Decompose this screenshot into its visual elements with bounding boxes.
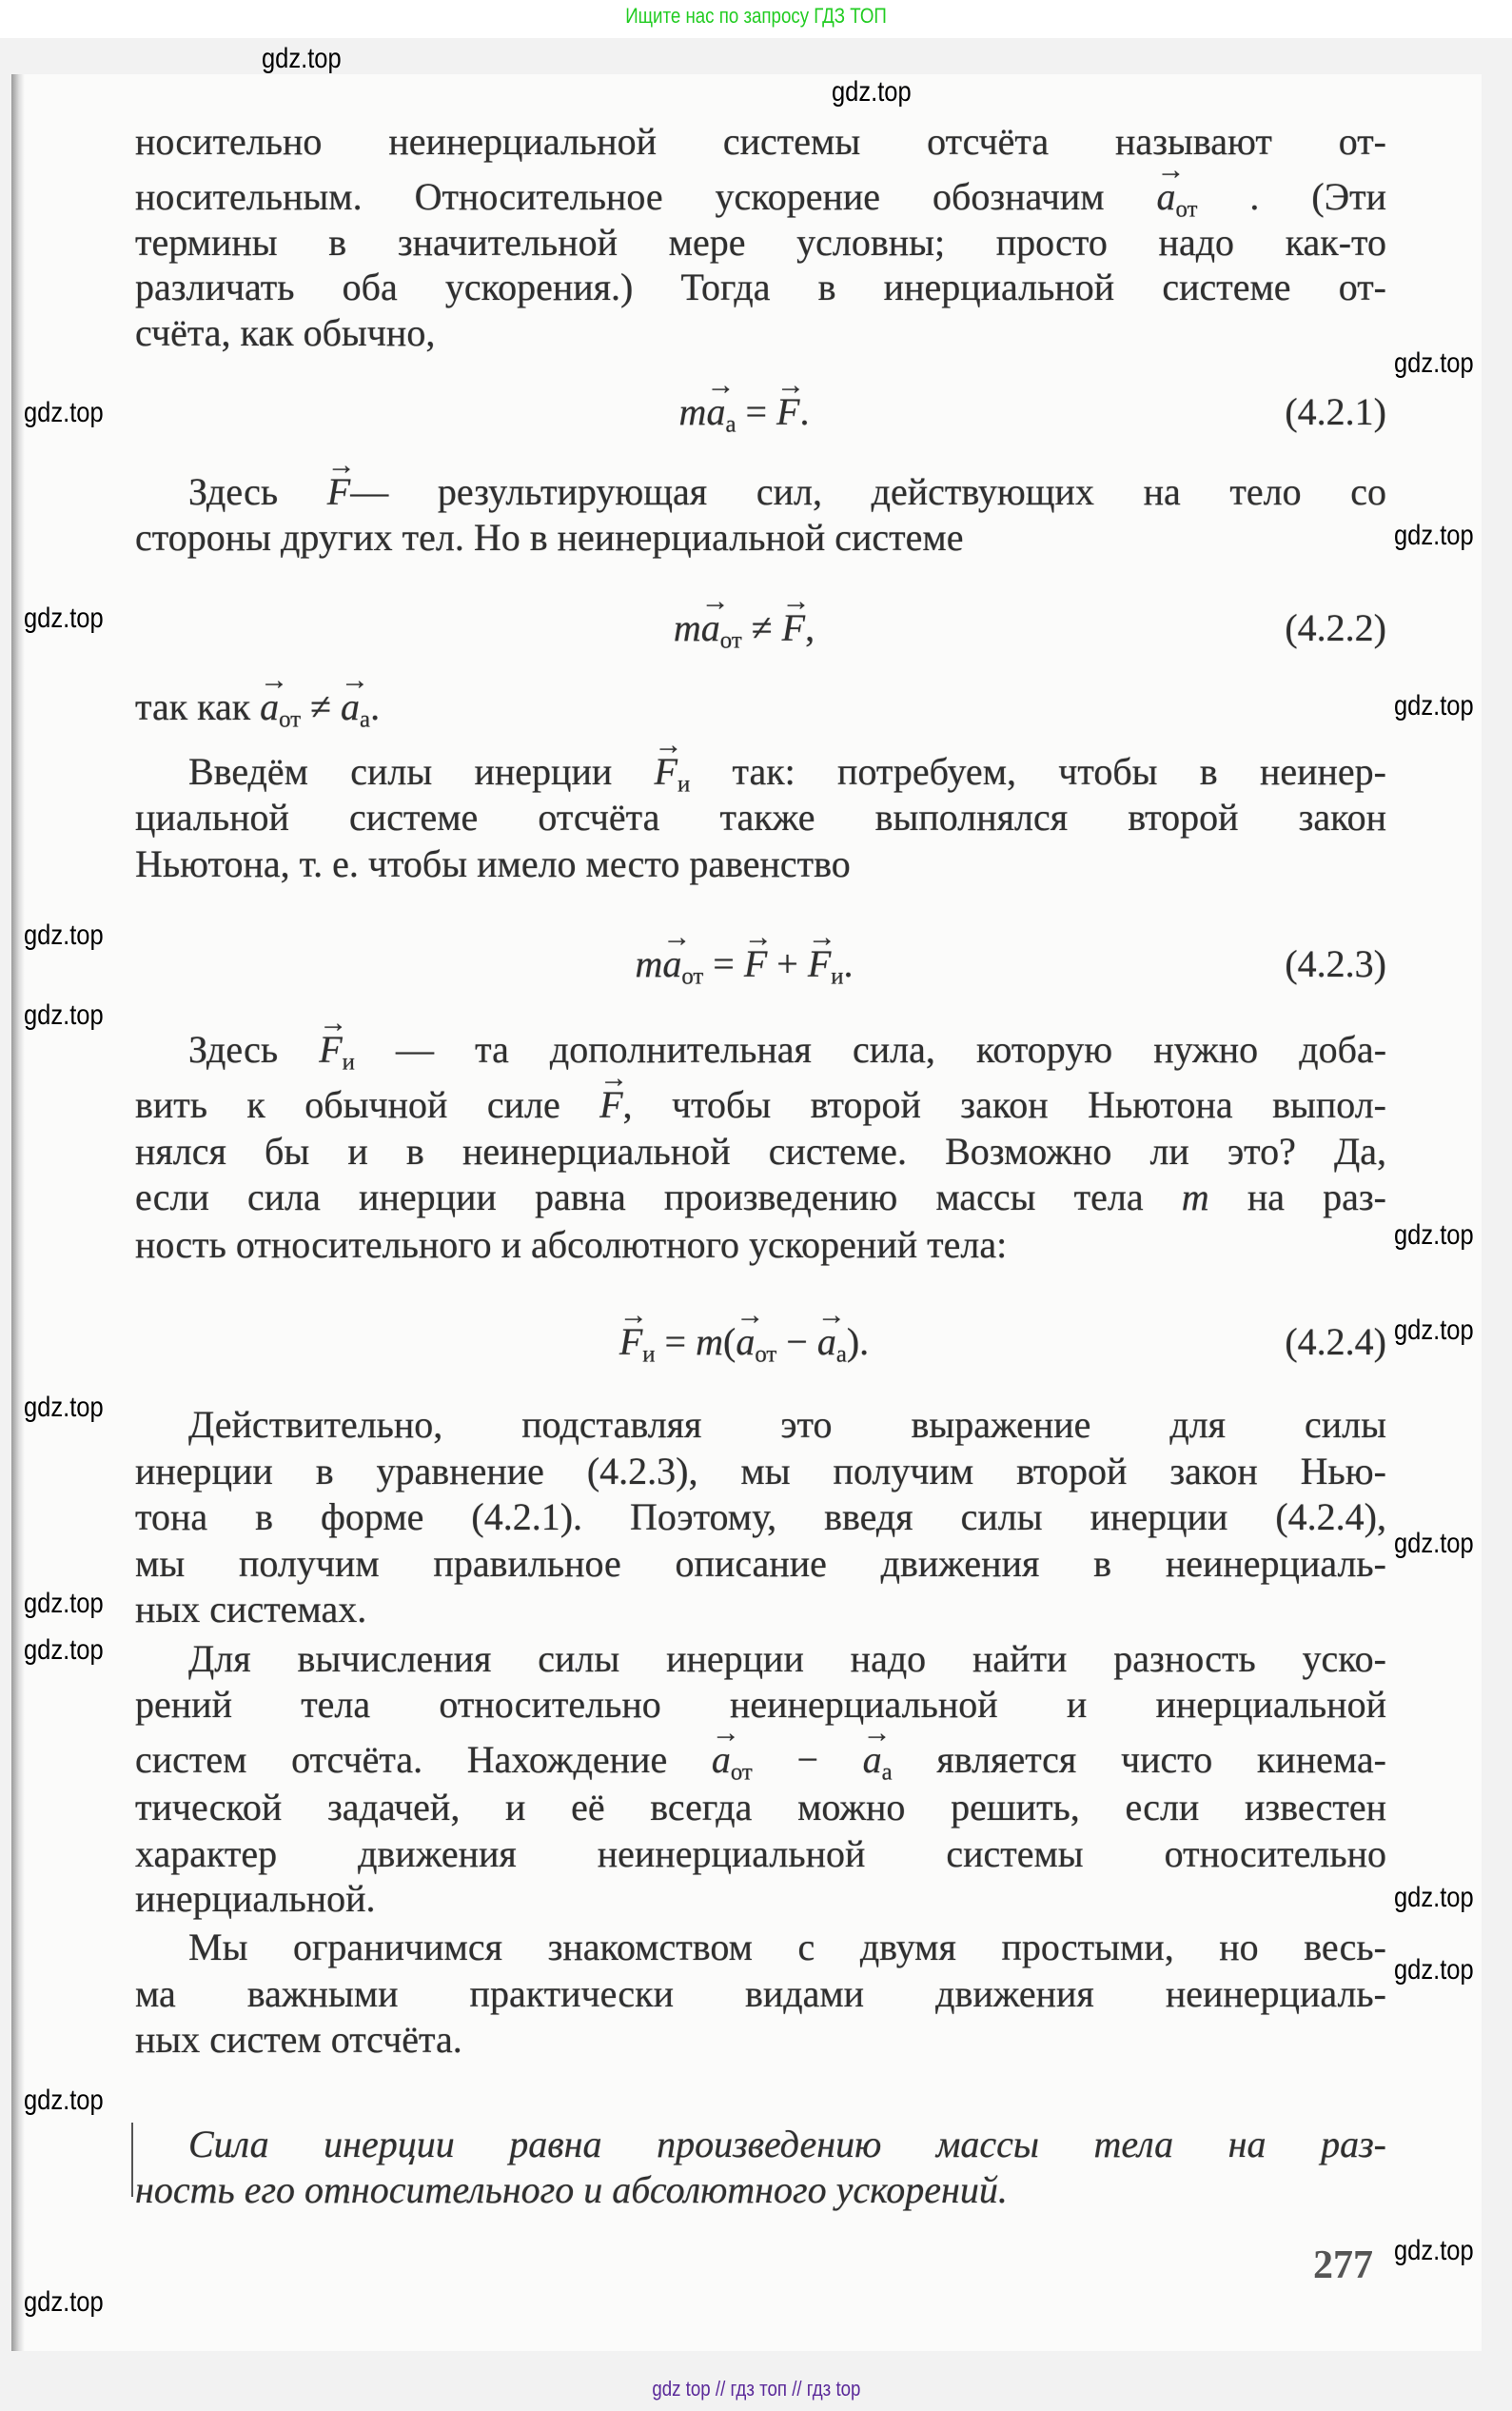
text-segment: . (843, 942, 854, 985)
text-segment: − (752, 1738, 863, 1781)
equation-number: (4.2.4) (1285, 1320, 1386, 1363)
watermark-text[interactable]: gdz.top (24, 397, 104, 428)
text-segment: циальной системе отсчёта также выполнялся второй закон (135, 796, 1386, 839)
text-segment: инерциальной. (135, 1877, 376, 1920)
vector-subscript: от (719, 627, 742, 654)
rule-text-line (135, 2122, 1386, 2167)
watermark-text[interactable]: gdz.top (24, 603, 104, 634)
vector-symbol: → a (260, 684, 279, 730)
text-line (135, 1831, 1386, 1877)
text-line (135, 1925, 1386, 1970)
vector-symbol: → a (736, 1319, 755, 1365)
watermark-text[interactable]: gdz.top (1394, 1528, 1474, 1559)
text-segment: = (655, 1320, 697, 1363)
text-segment: ных систем отсчёта. (135, 2018, 462, 2061)
text-segment: инерции в уравнение (4.2.3), мы получим второй закон Нью- (135, 1450, 1386, 1492)
vector-symbol: → a (712, 1737, 731, 1783)
vector-symbol: → F (327, 469, 350, 515)
text-line (135, 841, 1386, 887)
equation (135, 389, 1386, 438)
equation-number: (4.2.3) (1285, 942, 1386, 985)
text-line (135, 1222, 1386, 1268)
equation-number: (4.2.2) (1285, 606, 1386, 649)
text-segment: различать оба ускорения.) Тогда в инерциальной системе от- (135, 266, 1386, 308)
text-line (135, 1541, 1386, 1587)
vector-symbol: → F (619, 1319, 642, 1365)
rule-text-line (135, 2167, 1386, 2213)
watermark-text[interactable]: gdz.top (24, 2085, 104, 2116)
text-segment: ма важными практически видами движения неинерциаль- (135, 1972, 1386, 2015)
vector-symbol: → F (776, 389, 799, 435)
text-segment: . (370, 685, 381, 728)
watermark-text[interactable]: gdz.top (1394, 1882, 1474, 1913)
equation (135, 941, 1386, 990)
watermark-text[interactable]: gdz.top (832, 76, 912, 108)
vector-subscript: а (835, 1341, 847, 1368)
footer-text[interactable]: gdz top // гдз топ // гдз top (651, 2377, 861, 2401)
text-segment: стороны других тел. Но в неинерциальной системе (135, 516, 964, 559)
vector-subscript: и (642, 1341, 656, 1368)
watermark-text[interactable]: gdz.top (1394, 520, 1474, 551)
equation-expression (619, 1319, 869, 1377)
text-segment: . (Эти (1197, 175, 1386, 218)
rule-sidebar-line (131, 2123, 133, 2197)
text-segment: Здесь (188, 1028, 320, 1071)
text-line (135, 515, 1386, 561)
text-segment: рений тела относительно неинерциальной и инерциальной (135, 1683, 1386, 1726)
vector-symbol: → a (817, 1319, 836, 1365)
text-line (135, 1636, 1386, 1682)
vector-symbol: → a (863, 1737, 882, 1783)
text-line (135, 1785, 1386, 1830)
page-number: 277 (1313, 2243, 1373, 2287)
watermark-text[interactable]: gdz.top (24, 1634, 104, 1666)
math-variable: m (696, 1320, 724, 1363)
text-segment: ных системах. (135, 1588, 367, 1630)
text-line (135, 1402, 1386, 1448)
text-segment: носительным. Относительное ускорение обозначим (135, 175, 1157, 218)
text-segment: тона в форме (4.2.1). Поэтому, введя силы инерции (4.2.4), (135, 1495, 1386, 1538)
vector-symbol: → a (706, 389, 725, 435)
watermark-text[interactable]: gdz.top (24, 1392, 104, 1423)
watermark-text[interactable]: gdz.top (1394, 690, 1474, 721)
text-segment: Для вычисления силы инерции надо найти разность уско- (188, 1637, 1386, 1680)
text-line (135, 2017, 1386, 2063)
text-segment: систем отсчёта. Нахождение (135, 1738, 712, 1781)
math-variable: m (673, 606, 701, 649)
text-line (135, 1175, 1386, 1220)
math-variable: m (678, 390, 707, 433)
watermark-text[interactable]: gdz.top (1394, 1954, 1474, 1986)
text-line (135, 119, 1386, 165)
vector-symbol: → a (701, 605, 720, 651)
text-line (135, 1494, 1386, 1540)
text-segment: + (767, 942, 808, 985)
text-segment: Действительно, подставляя это выражение для силы (188, 1403, 1386, 1446)
text-line (135, 795, 1386, 840)
equation-expression (635, 941, 853, 999)
text-segment: термины в значительной мере условны; просто надо как-то (135, 221, 1386, 264)
text-segment: . (799, 390, 810, 433)
text-line (135, 1682, 1386, 1728)
equation-number: (4.2.1) (1285, 390, 1386, 433)
watermark-text[interactable]: gdz.top (1394, 2235, 1474, 2266)
text-segment: вить к обычной силе (135, 1083, 600, 1126)
text-segment: — результирующая сил, действующих на тело со (350, 470, 1387, 513)
text-segment: = (736, 390, 777, 433)
text-segment: так: потребуем, чтобы в неинер- (690, 750, 1386, 793)
watermark-text[interactable]: gdz.top (262, 43, 342, 74)
text-segment: Сила инерции равна произведению массы тела на раз- (188, 2123, 1386, 2165)
text-line (135, 1449, 1386, 1494)
text-segment: , чтобы второй закон Ньютона выпол- (622, 1083, 1386, 1126)
vector-subscript: от (730, 1759, 753, 1786)
vector-subscript: а (725, 411, 736, 438)
text-segment: ≠ (301, 685, 342, 728)
vector-subscript: от (1175, 196, 1198, 223)
text-segment: ( (723, 1320, 736, 1363)
text-segment: — та дополнительная сила, которую нужно доба- (354, 1028, 1387, 1071)
text-segment: = (703, 942, 744, 985)
text-segment: нялся бы и в неинерциальной системе. Возможно ли это? Да, (135, 1130, 1386, 1173)
equation-expression (679, 389, 810, 447)
vector-subscript: и (342, 1049, 355, 1076)
watermark-text[interactable]: gdz.top (1394, 1314, 1474, 1346)
text-segment: Мы ограничимся знакомством с двумя простыми, но весь- (188, 1926, 1386, 1968)
watermark-text[interactable]: gdz.top (24, 999, 104, 1031)
vector-subscript: от (279, 706, 302, 733)
watermark-text[interactable]: gdz.top (24, 919, 104, 951)
text-line (135, 1027, 1386, 1085)
text-line (135, 1587, 1386, 1632)
math-variable: m (1181, 1176, 1209, 1218)
text-segment: ). (846, 1320, 870, 1363)
vector-symbol: → F (655, 749, 677, 795)
footer (0, 2377, 1512, 2401)
text-segment: тической задачей, и её всегда можно решить, если известен (135, 1786, 1386, 1828)
text-line (135, 310, 1386, 356)
top-banner (0, 0, 1512, 38)
banner-text[interactable]: Ищите нас по запросу ГДЗ ТОП (625, 4, 887, 28)
text-line (135, 1129, 1386, 1175)
text-line (135, 684, 1386, 742)
text-segment: Введём силы инерции (188, 750, 655, 793)
text-segment: носительно неинерциальной системы отсчёта называют от- (135, 120, 1386, 163)
text-segment: так как (135, 685, 261, 728)
vector-symbol: → F (744, 941, 767, 987)
vector-symbol: → a (662, 941, 681, 987)
vector-symbol: → a (1157, 174, 1176, 220)
text-line (135, 265, 1386, 310)
text-line (135, 1971, 1386, 2017)
text-line (135, 1082, 1386, 1128)
math-variable: m (635, 942, 663, 985)
text-segment: − (776, 1320, 817, 1363)
vector-subscript: от (755, 1341, 777, 1368)
watermark-text[interactable]: gdz.top (1394, 347, 1474, 379)
text-line (135, 1876, 1386, 1922)
watermark-text[interactable]: gdz.top (1394, 1219, 1474, 1251)
text-segment: мы получим правильное описание движения в неинерциаль- (135, 1542, 1386, 1585)
text-segment: Ньютона, т. е. чтобы имело место равенство (135, 842, 851, 885)
page-binding-shadow (11, 74, 25, 2351)
text-segment: если сила инерции равна произведению массы тела (135, 1176, 1182, 1218)
text-line (135, 469, 1386, 515)
vector-subscript: а (881, 1759, 893, 1786)
text-segment: на раз- (1208, 1176, 1386, 1218)
equation-expression (674, 605, 815, 663)
equation (135, 605, 1386, 654)
vector-symbol: → F (319, 1027, 342, 1073)
equation (135, 1319, 1386, 1368)
text-segment: Здесь (188, 470, 327, 513)
text-segment: ность относительного и абсолютного ускорений тела: (135, 1223, 1008, 1266)
vector-symbol: → F (599, 1082, 622, 1128)
text-segment: счёта, как обычно, (135, 311, 436, 354)
vector-subscript: и (677, 771, 691, 798)
text-segment: ≠ (741, 606, 782, 649)
vector-subscript: от (681, 963, 704, 990)
watermark-text[interactable]: gdz.top (24, 2286, 104, 2318)
vector-symbol: → a (341, 684, 360, 730)
vector-symbol: → F (782, 605, 805, 651)
vector-subscript: а (360, 706, 371, 733)
text-segment: ность его относительного и абсолютного ускорений. (135, 2168, 1008, 2211)
text-segment: , (805, 606, 815, 649)
text-segment: характер движения неинерциальной системы относительно (135, 1832, 1386, 1875)
vector-subscript: и (831, 963, 844, 990)
text-line (135, 220, 1386, 266)
watermark-text[interactable]: gdz.top (24, 1588, 104, 1619)
vector-symbol: → F (808, 941, 831, 987)
text-segment: является чисто кинема- (892, 1738, 1386, 1781)
